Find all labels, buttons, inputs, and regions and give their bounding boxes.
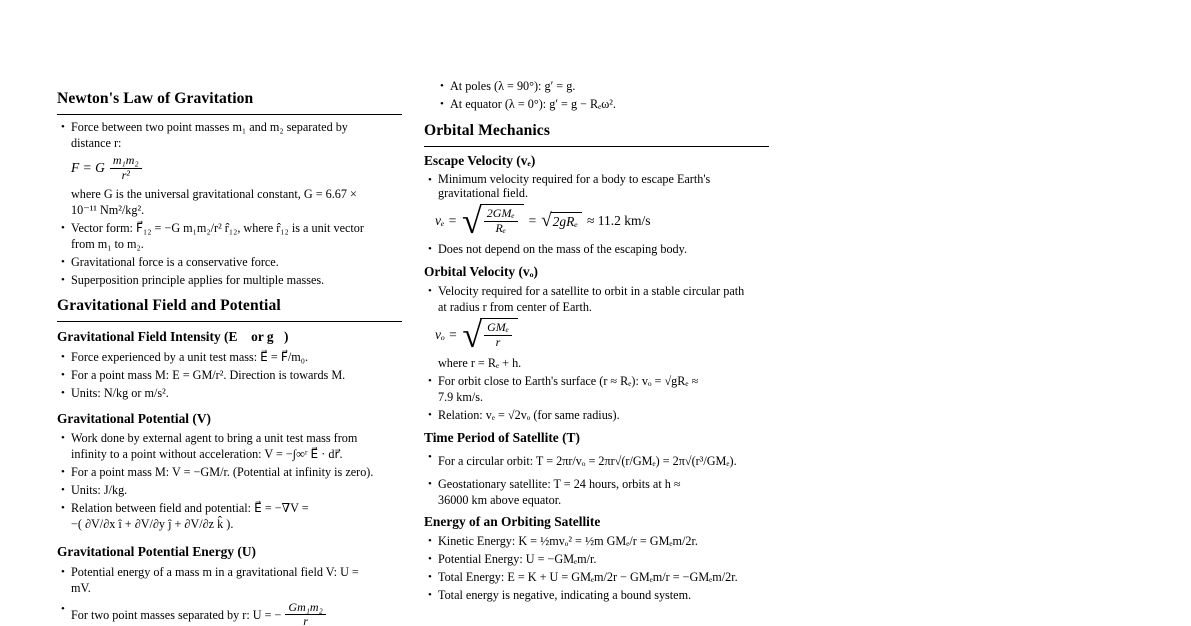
fraction-numerator: 2GMₑ xyxy=(484,207,518,222)
list-item xyxy=(428,241,769,257)
text-line: • Potential energy of a mass m in a gravitational field V: U = xyxy=(71,564,359,579)
fraction xyxy=(285,601,325,626)
text-line: 36000 km above equator. xyxy=(438,493,562,507)
text-line: at radius r from center of Earth. xyxy=(438,300,592,314)
text-line: • For a point mass M: V = −GM/r. (Potential at infinity is zero). xyxy=(71,464,374,479)
text-line: • Total energy is negative, indicating a bound system. xyxy=(438,588,692,602)
text-line: • Potential Energy: U = −GMₑm/r. xyxy=(438,552,597,566)
section-title-orbital-mechanics: Orbital Mechanics xyxy=(424,123,769,147)
fraction-numerator: GMₑ xyxy=(484,321,512,336)
formula-lhs: vₑ = xyxy=(435,213,458,228)
text-line: where r = Rₑ + h. xyxy=(438,356,522,370)
list-item xyxy=(428,407,769,423)
display-formula-newton-force xyxy=(71,154,402,183)
display-formula-orbital-velocity xyxy=(435,315,769,355)
subsection-title-time-period-of-satellite: Time Period of Satellite (T) xyxy=(424,430,580,445)
text-line: • Force experienced by a unit test mass: E⃗ = F⃗/m₀. xyxy=(71,349,309,364)
list-item xyxy=(61,349,402,365)
list-item xyxy=(428,533,769,549)
text-line: mV. xyxy=(71,580,91,595)
subsection-title-gravitational-potential-energy: Gravitational Potential Energy (U) xyxy=(57,543,256,559)
list-item xyxy=(428,373,769,405)
list-item xyxy=(61,500,402,532)
fraction-denominator: r xyxy=(303,614,308,626)
radicand xyxy=(480,318,518,350)
text-line: • Total Energy: E = K + U = GMₑm/2r − GMₑm/r = −GMₑm/2r. xyxy=(438,570,738,584)
bullet-list-g-variation xyxy=(424,78,769,112)
text-line: where G is the universal gravitational constant, G = 6.67 × xyxy=(71,186,357,201)
list-item xyxy=(61,220,402,252)
list-item xyxy=(428,172,769,200)
text-line: −( ∂V/∂x î + ∂V/∂y ĵ + ∂V/∂z k̂ ). xyxy=(71,516,234,531)
text-line: 10⁻¹¹ Nm²/kg². xyxy=(71,202,145,217)
text-line: gravitational field. xyxy=(438,186,529,200)
formula-lhs: vₒ = xyxy=(435,327,458,342)
list-item xyxy=(61,254,402,270)
fraction xyxy=(484,207,518,236)
list-item xyxy=(61,464,402,480)
list-item xyxy=(428,476,769,508)
text-line: • Units: N/kg or m/s². xyxy=(71,385,169,400)
text-line: • Velocity required for a satellite to orbit in a stable circular path xyxy=(438,284,745,298)
fraction xyxy=(484,321,512,350)
fraction-denominator: r xyxy=(495,334,501,349)
list-item xyxy=(61,601,402,626)
text-line: • At equator (λ = 0°): g′ = g − Rₑω². xyxy=(450,97,616,111)
text-line: • At poles (λ = 90°): g′ = g. xyxy=(450,79,576,93)
bullet-list-time-period xyxy=(424,449,769,508)
list-item xyxy=(440,78,769,94)
list-item xyxy=(61,430,402,462)
list-item xyxy=(428,449,769,474)
bullet-list-orbit-energy xyxy=(424,533,769,603)
list-item xyxy=(428,587,769,603)
text-line: infinity to a point without acceleration: V = −∫∞ʳ E⃗ · dr⃗. xyxy=(71,446,343,461)
bullet-list-newtons-law xyxy=(57,119,402,288)
text-line: distance r: xyxy=(71,136,122,150)
section-title-gravitational-field-and-potential: Gravitational Field and Potential xyxy=(57,298,402,322)
text-line: • Does not depend on the mass of the escaping body. xyxy=(438,242,687,256)
list-item xyxy=(61,482,402,498)
radicand xyxy=(480,204,524,236)
fraction-numerator: Gm₁m₂ xyxy=(285,601,325,616)
bullet-list-orbital-velocity xyxy=(424,283,769,315)
list-item xyxy=(61,119,402,218)
text-line-clipped xyxy=(71,601,402,626)
list-item xyxy=(61,564,402,596)
text-line: • Relation: vₑ = √2vₒ (for same radius). xyxy=(438,408,620,422)
text-line: • Force between two point masses m₁ and m₂ separated by xyxy=(71,120,348,134)
text-line: • For a circular orbit: T = 2πr/vₒ = 2πr√(r/GMₑ) = 2π√(r³/GMₑ). xyxy=(438,454,737,468)
radicand: 2gRₑ xyxy=(551,212,582,230)
radical-sign: √ xyxy=(541,210,552,231)
bullet-list-field-intensity xyxy=(57,349,402,401)
text-line: • For a point mass M: E = GM/r². Direction is towards M. xyxy=(71,367,346,382)
list-item xyxy=(428,569,769,585)
text-line: • Units: J/kg. xyxy=(71,482,128,497)
list-item xyxy=(61,272,402,288)
fraction-denominator: Rₑ xyxy=(495,220,506,235)
left-column xyxy=(57,0,402,626)
display-formula-escape-velocity xyxy=(435,201,769,241)
sqrt-radical xyxy=(462,315,518,355)
text-line: • Vector form: F⃗₁₂ = −G m₁m₂/r² r̂₁₂, where r̂₁₂ is a unit vector xyxy=(71,220,364,235)
radical-sign: √ xyxy=(462,315,483,355)
text-fragment: • For two point masses separated by r: U = − xyxy=(71,607,282,622)
text-line: • Relation between field and potential: E⃗ = −∇V = xyxy=(71,500,309,515)
text-line: • Work done by external agent to bring a unit test mass from xyxy=(71,430,358,445)
list-item xyxy=(61,385,402,401)
text-line: • Geostationary satellite: T = 24 hours, orbits at h ≈ xyxy=(438,477,681,491)
formula-result: ≈ 11.2 km/s xyxy=(586,213,651,228)
fraction xyxy=(110,154,142,183)
subsection-title-gravitational-potential: Gravitational Potential (V) xyxy=(57,410,211,426)
bullet-list-escape-velocity xyxy=(424,172,769,200)
right-column xyxy=(424,0,769,626)
bullet-list-potential-energy xyxy=(57,564,402,626)
list-item xyxy=(428,551,769,567)
bullet-list-escape-note xyxy=(424,241,769,257)
fraction-denominator: r² xyxy=(121,167,130,182)
bullet-list-potential xyxy=(57,430,402,532)
subsection-title-gravitational-field-intensity: Gravitational Field Intensity (E⃗ or g⃗) xyxy=(57,328,289,344)
sqrt-radical xyxy=(541,212,582,230)
text-line: • Superposition principle applies for multiple masses. xyxy=(71,272,325,287)
bullet-list-orbital-notes xyxy=(424,373,769,423)
text-line: • Kinetic Energy: K = ½mvₒ² = ½m GMₑ/r = GMₑm/2r. xyxy=(438,534,698,548)
text-line: • Gravitational force is a conservative force. xyxy=(71,254,279,269)
text-line: • Minimum velocity required for a body to escape Earth's xyxy=(438,172,711,186)
subsection-title-escape-velocity: Escape Velocity (vₑ) xyxy=(424,153,536,168)
equals-sign: = xyxy=(528,213,537,228)
fraction-numerator: m₁m₂ xyxy=(110,154,142,169)
text-line: 7.9 km/s. xyxy=(438,390,484,404)
text-line: from m₁ to m₂. xyxy=(71,236,144,251)
radical-sign: √ xyxy=(462,201,482,241)
list-item xyxy=(428,283,769,315)
list-item xyxy=(440,96,769,112)
formula-lhs: F = G xyxy=(71,160,105,176)
text-line: • For orbit close to Earth's surface (r ≈ Rₑ): vₒ = √gRₑ ≈ xyxy=(438,374,699,388)
subsection-title-orbital-velocity: Orbital Velocity (vₒ) xyxy=(424,264,538,279)
sqrt-radical xyxy=(462,201,524,241)
list-item xyxy=(61,367,402,383)
subsection-title-energy-of-an-orbiting-satellite: Energy of an Orbiting Satellite xyxy=(424,514,601,529)
section-title-newtons-law-of-gravitation: Newton's Law of Gravitation xyxy=(57,91,402,115)
